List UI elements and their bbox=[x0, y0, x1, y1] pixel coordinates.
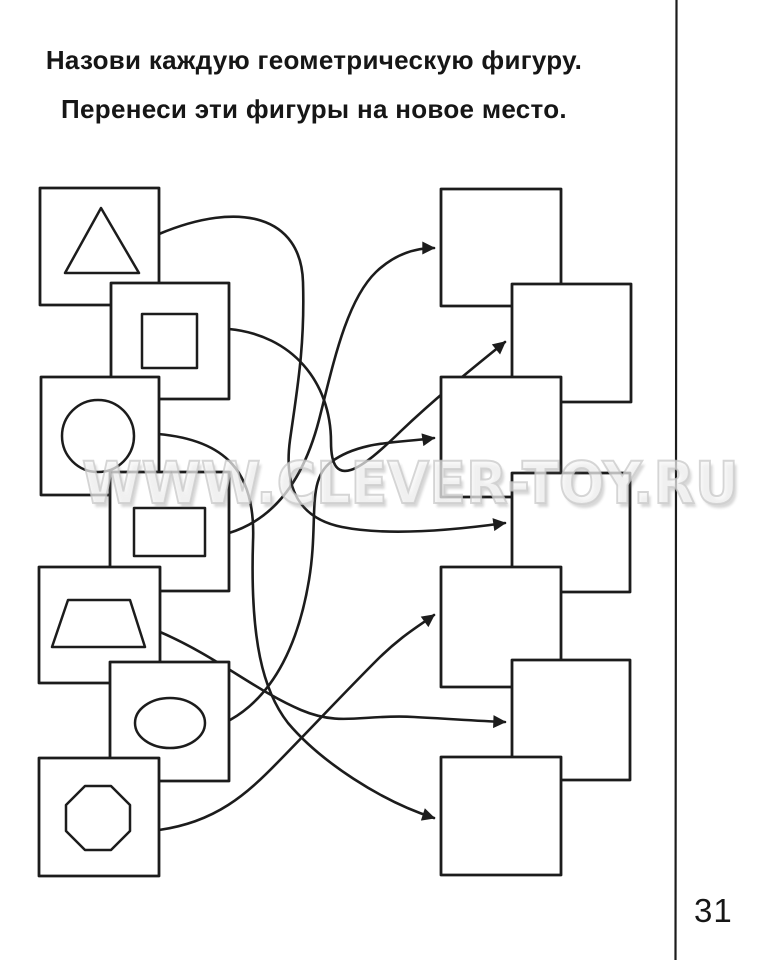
target-box-7 bbox=[441, 757, 561, 875]
watermark-text: WWW.CLEVER-TOY.RU bbox=[82, 449, 739, 517]
page-edge-rule bbox=[676, 0, 677, 960]
page-number: 31 bbox=[694, 892, 733, 929]
octagon-shape bbox=[66, 786, 130, 850]
source-column bbox=[39, 188, 229, 876]
trapezoid-shape bbox=[52, 600, 145, 647]
rectangle-shape bbox=[134, 508, 205, 556]
connector-oval bbox=[230, 438, 434, 720]
instruction-line-1: Назови каждую геометрическую фигуру. bbox=[45, 45, 583, 75]
target-column bbox=[441, 189, 631, 875]
square-shape bbox=[142, 314, 197, 368]
circle-shape bbox=[62, 400, 134, 472]
oval-shape bbox=[135, 698, 205, 748]
connector-rectangle bbox=[229, 248, 434, 533]
source-box-octagon bbox=[39, 758, 159, 876]
instruction-line-2: Перенеси эти фигуры на новое место. bbox=[61, 94, 567, 124]
